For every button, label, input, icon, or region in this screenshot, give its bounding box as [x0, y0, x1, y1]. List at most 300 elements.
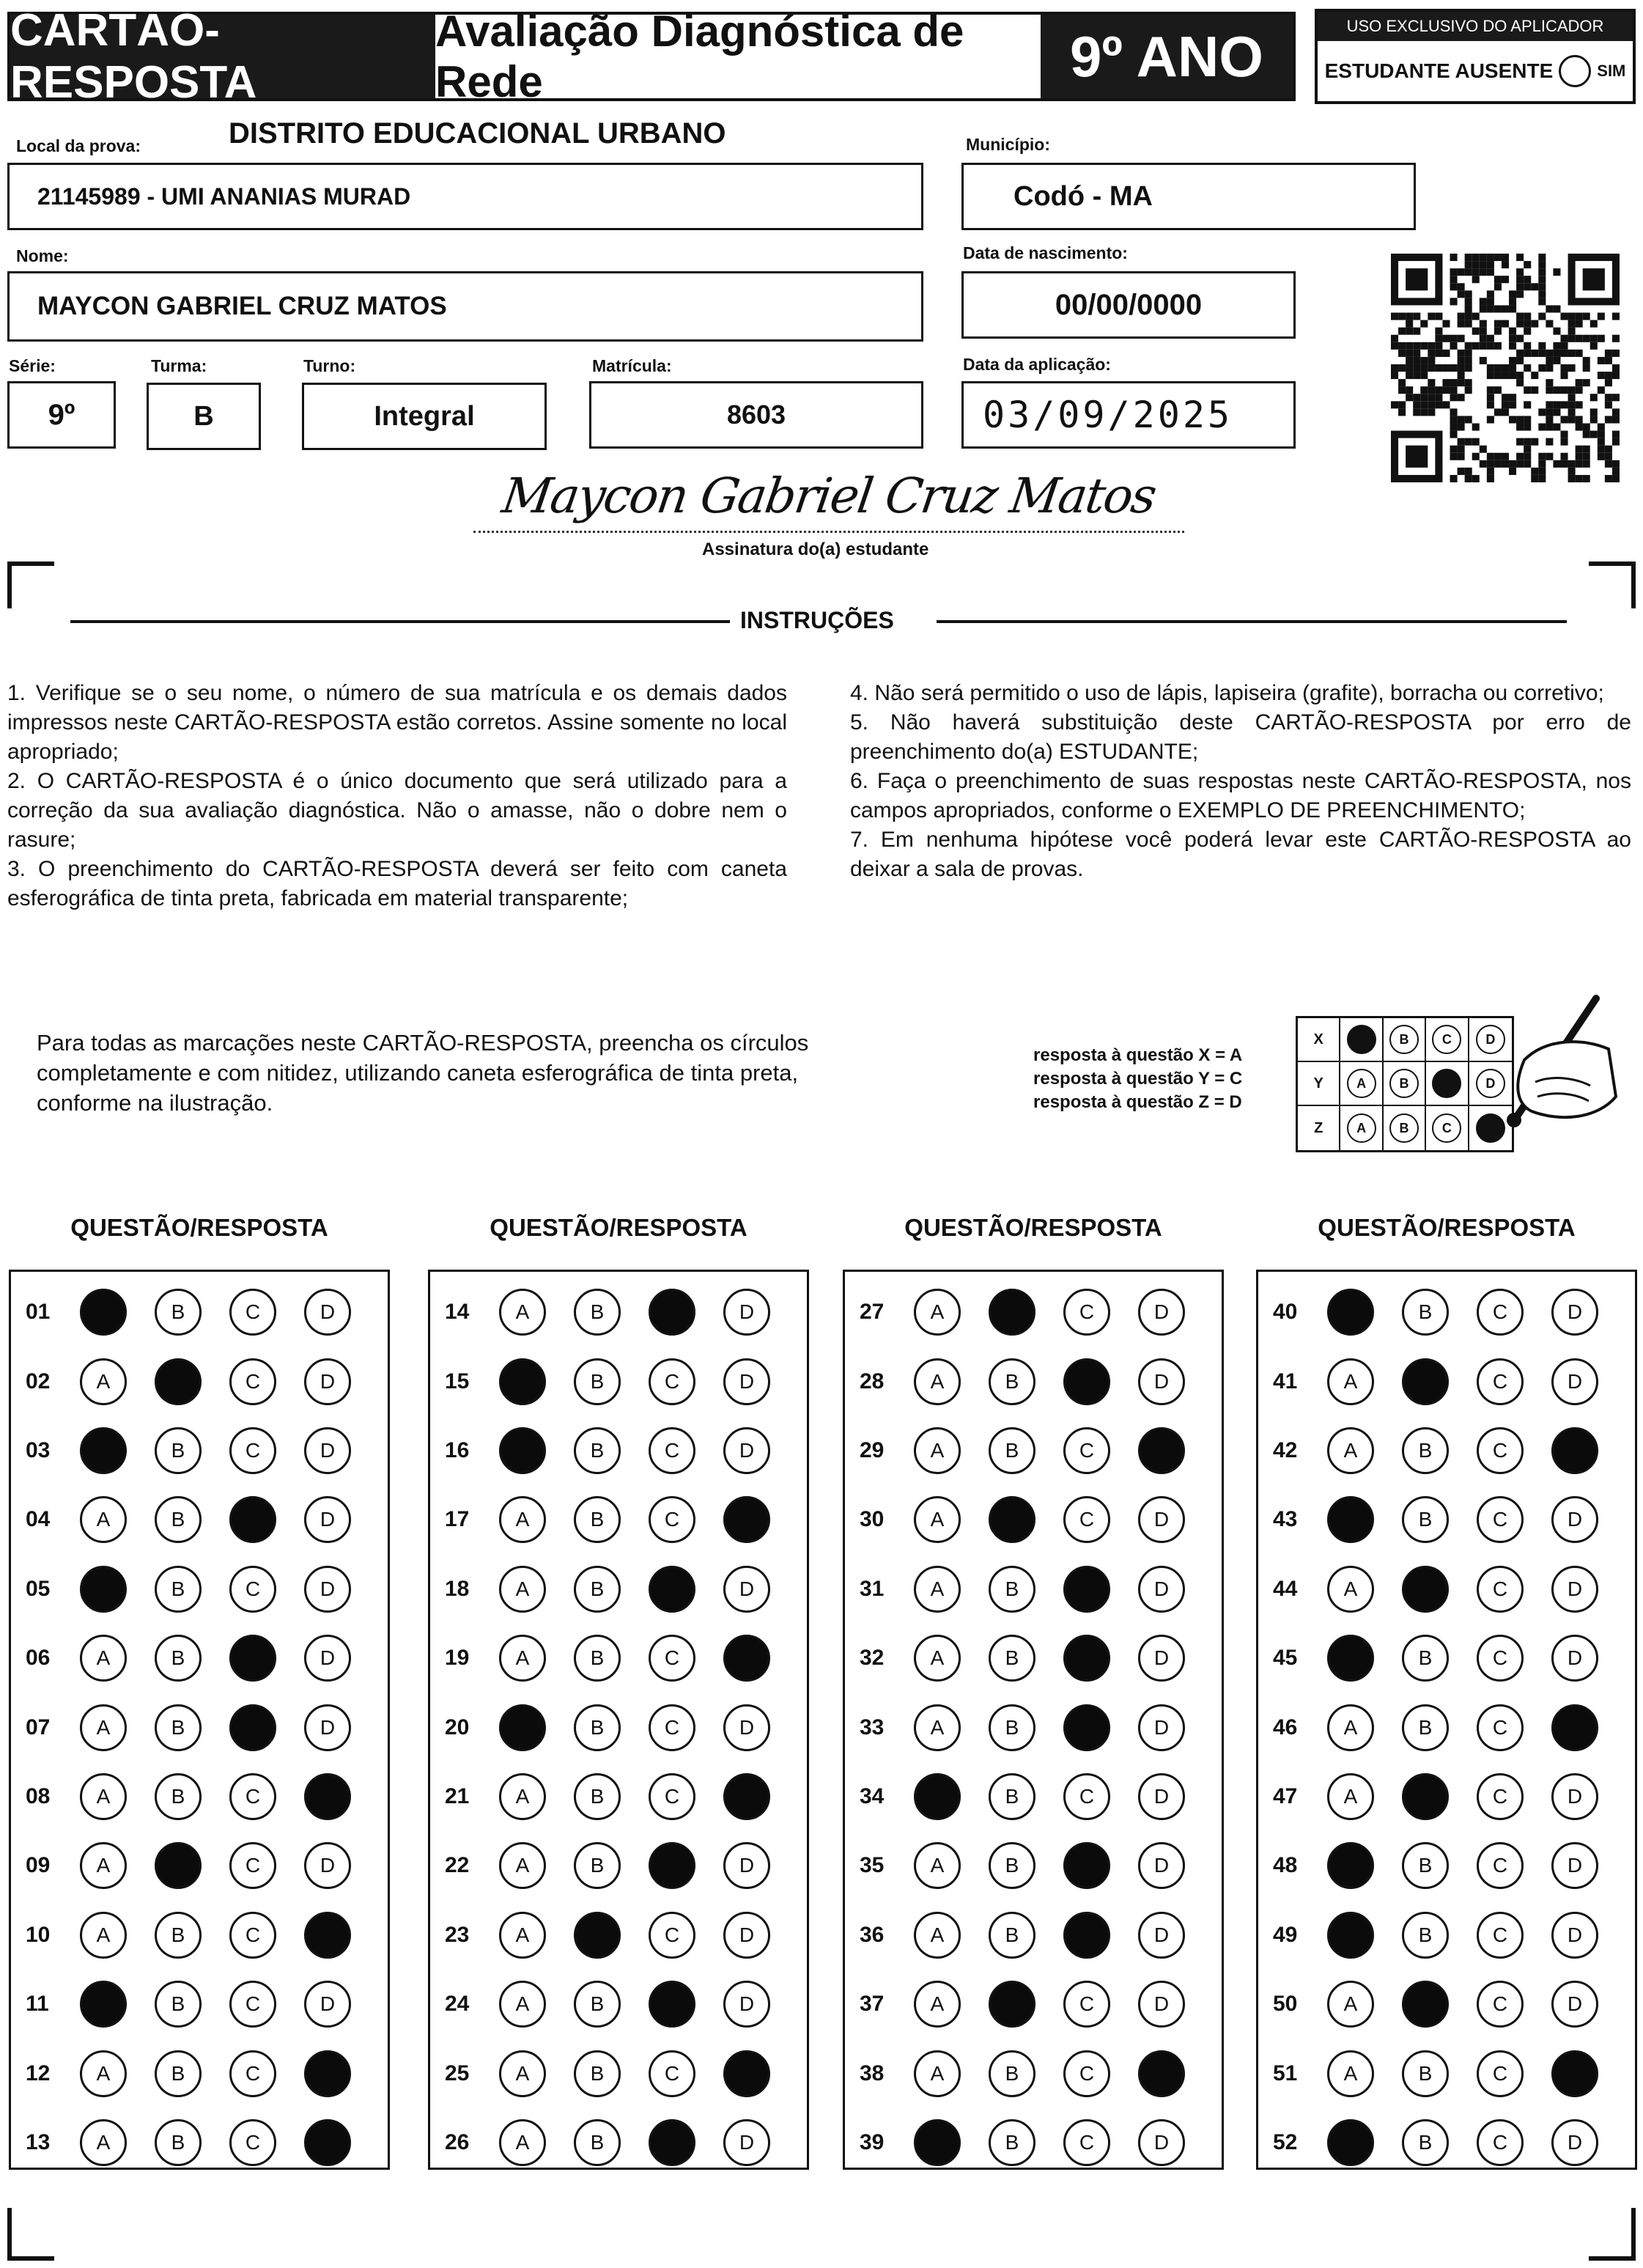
question-row	[11, 1555, 388, 1624]
question-number: 47	[1273, 1783, 1298, 1808]
answer-bubble[interactable]: B	[574, 1496, 621, 1543]
answer-bubble[interactable]: D	[1551, 1912, 1598, 1959]
answer-bubble[interactable]: B	[989, 1912, 1035, 1959]
example-bubble: C	[1432, 1025, 1461, 1054]
example-cell	[1426, 1106, 1469, 1150]
answer-bubble[interactable]: C	[1477, 2050, 1524, 2097]
answer-bubble[interactable]: C	[1477, 1566, 1524, 1613]
answer-bubble[interactable]: D	[1138, 1358, 1185, 1405]
question-number: 49	[1273, 1922, 1298, 1947]
question-row	[11, 1416, 388, 1485]
answer-bubble[interactable]: A	[914, 1496, 961, 1543]
answer-bubble[interactable]: D	[723, 1427, 770, 1474]
answer-bubble-filled[interactable]	[1327, 1635, 1374, 1682]
answer-bubble-filled[interactable]	[1138, 1427, 1185, 1474]
answer-bubble[interactable]: C	[1063, 1496, 1110, 1543]
question-number: 24	[445, 1992, 470, 2017]
answer-bubble-filled[interactable]	[1327, 1842, 1374, 1889]
answer-bubble-filled[interactable]	[499, 1427, 546, 1474]
answer-bubble[interactable]: D	[304, 1566, 351, 1613]
answer-bubble[interactable]: B	[574, 2050, 621, 2097]
answer-bubble[interactable]: A	[914, 1427, 961, 1474]
question-row	[11, 1762, 388, 1831]
answer-bubble[interactable]: C	[1477, 1912, 1524, 1959]
answer-bubble[interactable]: B	[574, 1358, 621, 1405]
answer-bubble[interactable]: C	[1063, 1773, 1110, 1820]
answer-bubble[interactable]: D	[1551, 1635, 1598, 1682]
answer-bubble[interactable]: B	[574, 1773, 621, 1820]
answer-bubble[interactable]: B	[1402, 1635, 1449, 1682]
answer-bubble[interactable]: C	[649, 1496, 695, 1543]
question-number: 43	[1273, 1507, 1298, 1532]
question-row	[430, 1762, 807, 1831]
answer-bubble[interactable]: D	[304, 1704, 351, 1751]
signature-area	[473, 468, 1184, 526]
answer-bubble[interactable]: D	[1138, 1912, 1185, 1959]
question-row	[11, 1693, 388, 1761]
answer-bubble[interactable]: B	[155, 1912, 202, 1959]
answer-bubble-filled[interactable]	[1327, 1912, 1374, 1959]
answer-bubble-filled[interactable]	[649, 1842, 695, 1889]
question-row	[845, 1624, 1222, 1693]
question-row	[11, 1485, 388, 1554]
answer-bubble[interactable]: B	[1402, 1704, 1449, 1751]
answer-bubble[interactable]: B	[989, 1842, 1035, 1889]
example-bubble: B	[1389, 1113, 1419, 1143]
instruction-item: 5. Não haverá substituição deste CARTÃO-RESPOSTA por erro de preenchimento do(a) ESTUDANTE;	[850, 710, 1631, 764]
answer-bubble[interactable]: C	[649, 1427, 695, 1474]
answer-bubble-filled[interactable]	[1402, 1773, 1449, 1820]
answer-bubble[interactable]: A	[80, 1842, 127, 1889]
corner-mark-top-left	[7, 562, 54, 608]
answer-bubble-filled[interactable]	[229, 1496, 276, 1543]
answer-bubble[interactable]: B	[989, 1427, 1035, 1474]
answer-bubble[interactable]: D	[1551, 1842, 1598, 1889]
question-number: 26	[445, 2129, 470, 2154]
answer-bubble-filled[interactable]	[723, 1635, 770, 1682]
question-number: 04	[26, 1507, 51, 1532]
question-row	[1258, 1693, 1635, 1761]
answer-bubble[interactable]: B	[155, 1496, 202, 1543]
answer-bubble[interactable]: D	[1138, 1635, 1185, 1682]
question-row	[1258, 1970, 1635, 2039]
nascimento-value: 00/00/0000	[1055, 288, 1203, 321]
answer-bubble-filled[interactable]	[1063, 1358, 1110, 1405]
answer-bubble[interactable]: C	[229, 1566, 276, 1613]
question-row	[11, 1970, 388, 2039]
answer-bubble-filled[interactable]	[1063, 1842, 1110, 1889]
answer-bubble-filled[interactable]	[304, 1912, 351, 1959]
answer-bubble-filled[interactable]	[499, 1704, 546, 1751]
answer-bubble-filled[interactable]	[649, 1566, 695, 1613]
answer-bubble[interactable]: A	[499, 1635, 546, 1682]
answer-bubble-filled[interactable]	[304, 1773, 351, 1820]
answer-bubble-filled[interactable]	[1063, 1635, 1110, 1682]
answer-bubble[interactable]: A	[1327, 1427, 1374, 1474]
answer-bubble-filled[interactable]	[1327, 2119, 1374, 2166]
answer-bubble-filled[interactable]	[155, 1358, 202, 1405]
answer-bubble-filled[interactable]	[914, 1773, 961, 1820]
answer-bubble[interactable]: D	[1551, 1981, 1598, 2028]
answer-bubble[interactable]: A	[80, 2050, 127, 2097]
nascimento-label: Data de nascimento:	[963, 243, 1128, 262]
answer-bubble[interactable]: B	[155, 1635, 202, 1682]
answer-bubble[interactable]: D	[1138, 1981, 1185, 2028]
nascimento-field	[961, 271, 1296, 339]
answer-bubble[interactable]: A	[914, 1981, 961, 2028]
answer-bubble[interactable]: D	[1138, 1704, 1185, 1751]
answer-bubble[interactable]: B	[574, 1289, 621, 1336]
answer-panel	[1256, 1270, 1637, 2170]
serie-label: Série:	[9, 356, 56, 375]
answer-bubble[interactable]: A	[914, 1566, 961, 1613]
question-number: 37	[860, 1992, 885, 2017]
answer-bubble[interactable]: D	[1138, 1566, 1185, 1613]
answer-bubble[interactable]: B	[155, 1289, 202, 1336]
answer-bubble[interactable]: A	[1327, 1566, 1374, 1613]
answer-bubble[interactable]: B	[989, 1566, 1035, 1613]
nome-field	[7, 271, 923, 342]
answer-column-title: QUESTÃO/RESPOSTA	[490, 1214, 747, 1241]
answer-bubble[interactable]: D	[1138, 1496, 1185, 1543]
answer-bubble[interactable]: A	[80, 1635, 127, 1682]
answer-bubble[interactable]: A	[499, 2119, 546, 2166]
answer-bubble[interactable]: B	[155, 1427, 202, 1474]
instructions-rule-left	[70, 620, 730, 623]
answer-bubble[interactable]: D	[1551, 1566, 1598, 1613]
question-row	[430, 1485, 807, 1554]
question-number: 36	[860, 1922, 885, 1947]
question-number: 14	[445, 1300, 470, 1325]
answer-bubble[interactable]: C	[649, 1635, 695, 1682]
answer-bubble-filled[interactable]	[1402, 1981, 1449, 2028]
answer-bubble[interactable]: B	[1402, 2050, 1449, 2097]
answer-bubble-filled[interactable]	[723, 2050, 770, 2097]
answer-bubble-filled[interactable]	[155, 1842, 202, 1889]
answer-bubble-filled[interactable]	[723, 1496, 770, 1543]
turno-label: Turno:	[303, 356, 356, 375]
matricula-field	[589, 381, 923, 449]
answer-bubble[interactable]: A	[499, 1289, 546, 1336]
question-row	[430, 1970, 807, 2039]
answer-bubble-filled[interactable]	[80, 1427, 127, 1474]
answer-bubble-filled[interactable]	[304, 2119, 351, 2166]
answer-bubble[interactable]: A	[1327, 1358, 1374, 1405]
answer-panel	[9, 1270, 390, 2170]
answer-bubble-filled[interactable]	[1063, 1704, 1110, 1751]
answer-bubble[interactable]: A	[80, 1912, 127, 1959]
answer-bubble[interactable]: C	[229, 2050, 276, 2097]
answer-bubble[interactable]: A	[914, 2050, 961, 2097]
answer-bubble[interactable]: A	[1327, 2050, 1374, 2097]
example-cell	[1426, 1018, 1469, 1061]
answer-bubble[interactable]: C	[1477, 2119, 1524, 2166]
answer-bubble-filled[interactable]	[989, 1496, 1035, 1543]
question-row	[430, 1831, 807, 1900]
answer-bubble[interactable]: A	[499, 1773, 546, 1820]
answer-bubble[interactable]: A	[914, 1289, 961, 1336]
answer-bubble[interactable]: D	[1138, 2119, 1185, 2166]
instruction-item: 1. Verifique se o seu nome, o número de sua matrícula e os demais dados impressos neste CARTÃO-RESPOSTA estão corretos. Assine somente no local apropriado;	[7, 681, 787, 764]
answer-bubble[interactable]: A	[1327, 1773, 1374, 1820]
answer-bubble-filled[interactable]	[574, 1912, 621, 1959]
answer-bubble[interactable]: C	[1063, 1289, 1110, 1336]
answer-bubble-filled[interactable]	[1551, 2050, 1598, 2097]
answer-bubble[interactable]: D	[723, 1566, 770, 1613]
answer-bubble[interactable]: C	[649, 2050, 695, 2097]
answer-bubble-filled[interactable]	[229, 1704, 276, 1751]
answer-bubble[interactable]: C	[1477, 1773, 1524, 1820]
question-number: 33	[860, 1715, 885, 1739]
answer-bubble[interactable]: B	[1402, 1289, 1449, 1336]
example-legend-item: resposta à questão Y = C	[1033, 1069, 1243, 1089]
answer-bubble[interactable]: D	[304, 1289, 351, 1336]
answer-bubble[interactable]: A	[499, 1981, 546, 2028]
answer-bubble[interactable]: C	[1477, 1289, 1524, 1336]
answer-bubble-filled[interactable]	[723, 1773, 770, 1820]
answer-bubble[interactable]: B	[989, 1704, 1035, 1751]
answer-bubble[interactable]: D	[1551, 1358, 1598, 1405]
answer-bubble[interactable]: D	[723, 1912, 770, 1959]
answer-bubble[interactable]: A	[499, 1496, 546, 1543]
answer-bubble-filled[interactable]	[1327, 1289, 1374, 1336]
answer-bubble[interactable]: D	[723, 1842, 770, 1889]
answer-bubble[interactable]: C	[1477, 1981, 1524, 2028]
answer-bubble[interactable]: B	[155, 1773, 202, 1820]
question-row	[11, 1278, 388, 1347]
answer-bubble[interactable]: C	[229, 1427, 276, 1474]
question-row	[430, 1901, 807, 1970]
answer-panel	[843, 1270, 1224, 2170]
answer-bubble[interactable]: A	[914, 1842, 961, 1889]
answer-bubble[interactable]: A	[80, 1704, 127, 1751]
question-row	[11, 1624, 388, 1693]
answer-bubble-filled[interactable]	[229, 1635, 276, 1682]
answer-bubble[interactable]: D	[1551, 1496, 1598, 1543]
question-row	[1258, 1624, 1635, 1693]
turma-value: B	[193, 400, 214, 432]
answer-bubble[interactable]: B	[574, 1704, 621, 1751]
answer-bubble[interactable]: C	[229, 1773, 276, 1820]
question-row	[845, 1485, 1222, 1554]
instructions-right	[850, 679, 1631, 884]
answer-bubble[interactable]: B	[574, 1842, 621, 1889]
question-number: 28	[860, 1369, 885, 1393]
answer-bubble[interactable]: B	[574, 1635, 621, 1682]
nome-value: MAYCON GABRIEL CRUZ MATOS	[37, 292, 447, 320]
answer-bubble[interactable]: B	[155, 2119, 202, 2166]
question-row	[430, 1693, 807, 1761]
example-bubble: C	[1432, 1113, 1461, 1143]
answer-bubble-filled[interactable]	[1063, 1566, 1110, 1613]
answer-bubble[interactable]: D	[723, 1981, 770, 2028]
answer-bubble-filled[interactable]	[1551, 1704, 1598, 1751]
answer-bubble[interactable]: A	[499, 1566, 546, 1613]
question-number: 22	[445, 1853, 470, 1878]
answer-bubble[interactable]: D	[723, 1704, 770, 1751]
answer-bubble[interactable]: A	[914, 1358, 961, 1405]
answer-bubble[interactable]: B	[989, 2119, 1035, 2166]
answer-bubble[interactable]: B	[155, 1704, 202, 1751]
absent-bubble[interactable]	[1559, 55, 1591, 87]
answer-bubble[interactable]: C	[1063, 1981, 1110, 2028]
answer-bubble-filled[interactable]	[80, 1289, 127, 1336]
signature-line	[473, 531, 1184, 533]
answer-bubble[interactable]: B	[1402, 2119, 1449, 2166]
question-number: 11	[26, 1992, 49, 2017]
answer-bubble-filled[interactable]	[1063, 1912, 1110, 1959]
answer-bubble-filled[interactable]	[649, 1289, 695, 1336]
answer-bubble[interactable]: A	[499, 1912, 546, 1959]
answer-bubble[interactable]: D	[723, 2119, 770, 2166]
serie-field	[7, 381, 116, 449]
answer-bubble[interactable]: C	[649, 1704, 695, 1751]
example-cell	[1384, 1062, 1426, 1105]
question-number: 50	[1273, 1992, 1298, 2017]
answer-bubble[interactable]: C	[1477, 1842, 1524, 1889]
answer-bubble[interactable]: B	[574, 1427, 621, 1474]
answer-bubble[interactable]: B	[155, 1981, 202, 2028]
answer-bubble-filled[interactable]	[989, 1981, 1035, 2028]
answer-bubble[interactable]: A	[80, 1358, 127, 1405]
answer-bubble-filled[interactable]	[1138, 2050, 1185, 2097]
answer-bubble[interactable]: A	[914, 1912, 961, 1959]
answer-bubble[interactable]: D	[1138, 1773, 1185, 1820]
answer-bubble[interactable]: D	[304, 1635, 351, 1682]
answer-bubble-filled[interactable]	[649, 1981, 695, 2028]
answer-bubble[interactable]: B	[574, 1566, 621, 1613]
answer-bubble[interactable]: C	[649, 1773, 695, 1820]
answer-bubble[interactable]: B	[989, 2050, 1035, 2097]
answer-bubble[interactable]: B	[1402, 1912, 1449, 1959]
district-name: DISTRITO EDUCACIONAL URBANO	[229, 117, 726, 150]
answer-bubble[interactable]: C	[229, 1912, 276, 1959]
answer-bubble[interactable]: C	[1063, 2050, 1110, 2097]
answer-bubble[interactable]: A	[80, 1496, 127, 1543]
answer-bubble[interactable]: C	[1063, 2119, 1110, 2166]
municipio-field	[961, 163, 1416, 230]
answer-bubble-filled[interactable]	[80, 1981, 127, 2028]
question-number: 42	[1273, 1437, 1298, 1462]
answer-bubble[interactable]: D	[304, 1842, 351, 1889]
question-number: 03	[26, 1437, 51, 1462]
answer-bubble-filled[interactable]	[1402, 1358, 1449, 1405]
answer-bubble[interactable]: C	[229, 1842, 276, 1889]
matricula-value: 8603	[726, 400, 786, 430]
answer-bubble[interactable]: D	[723, 1358, 770, 1405]
example-bubble: B	[1389, 1069, 1419, 1098]
answer-bubble[interactable]: B	[989, 1635, 1035, 1682]
answer-bubble[interactable]: C	[229, 1358, 276, 1405]
answer-bubble[interactable]: D	[304, 1981, 351, 2028]
question-number: 23	[445, 1922, 470, 1947]
answer-bubble[interactable]: A	[914, 1704, 961, 1751]
question-row	[11, 2108, 388, 2177]
question-number: 32	[860, 1646, 885, 1671]
answer-bubble[interactable]: B	[1402, 1842, 1449, 1889]
answer-bubble[interactable]: C	[649, 1912, 695, 1959]
absent-label: ESTUDANTE AUSENTE	[1324, 59, 1554, 82]
aplicacao-value: 03/09/2025	[983, 394, 1233, 436]
question-row	[845, 1278, 1222, 1347]
answer-bubble-filled[interactable]	[914, 2119, 961, 2166]
question-number: 44	[1273, 1576, 1298, 1601]
answer-bubble[interactable]: A	[914, 1635, 961, 1682]
grade-label: 9º ANO	[1041, 15, 1293, 98]
answer-bubble[interactable]: D	[304, 1358, 351, 1405]
answer-bubble-filled[interactable]	[1327, 1496, 1374, 1543]
answer-bubble-filled[interactable]	[499, 1358, 546, 1405]
aplicador-box	[1315, 9, 1636, 104]
answer-bubble[interactable]: A	[499, 1842, 546, 1889]
answer-bubble-filled[interactable]	[649, 2119, 695, 2166]
answer-bubble[interactable]: B	[155, 1566, 202, 1613]
example-cell	[1384, 1018, 1426, 1061]
answer-bubble[interactable]: D	[304, 1496, 351, 1543]
example-legend-item: resposta à questão Z = D	[1033, 1092, 1242, 1112]
answer-bubble-filled[interactable]	[1551, 1427, 1598, 1474]
answer-column-title: QUESTÃO/RESPOSTA	[904, 1214, 1162, 1241]
answer-panel	[428, 1270, 809, 2170]
answer-bubble[interactable]: B	[155, 2050, 202, 2097]
instruction-item: 6. Faça o preenchimento de suas respostas neste CARTÃO-RESPOSTA, nos campos apropriados, conforme o EXEMPLO DE PREENCHIMENTO;	[850, 769, 1631, 822]
answer-bubble[interactable]: B	[574, 2119, 621, 2166]
answer-bubble[interactable]: B	[989, 1358, 1035, 1405]
question-row	[845, 1555, 1222, 1624]
answer-bubble-filled[interactable]	[80, 1566, 127, 1613]
answer-bubble-filled[interactable]	[1402, 1566, 1449, 1613]
question-number: 34	[860, 1783, 885, 1808]
answer-bubble-filled[interactable]	[989, 1289, 1035, 1336]
answer-bubble[interactable]: B	[1402, 1427, 1449, 1474]
answer-bubble[interactable]: D	[1138, 1289, 1185, 1336]
answer-bubble[interactable]: D	[1551, 1289, 1598, 1336]
question-row	[845, 1347, 1222, 1415]
answer-bubble[interactable]: D	[1551, 2119, 1598, 2166]
answer-bubble[interactable]: A	[80, 1773, 127, 1820]
answer-bubble[interactable]: A	[80, 2119, 127, 2166]
answer-bubble[interactable]: D	[723, 1289, 770, 1336]
answer-bubble[interactable]: B	[574, 1981, 621, 2028]
answer-bubble[interactable]: A	[1327, 1981, 1374, 2028]
answer-bubble[interactable]: D	[1138, 1842, 1185, 1889]
example-bubble: B	[1389, 1025, 1419, 1054]
qr-code-icon	[1391, 254, 1620, 482]
answer-bubble[interactable]: C	[1477, 1704, 1524, 1751]
answer-bubble[interactable]: D	[1551, 1773, 1598, 1820]
answer-bubble[interactable]: C	[1477, 1635, 1524, 1682]
answer-bubble[interactable]: D	[304, 1427, 351, 1474]
pen-hand-icon	[1473, 994, 1620, 1141]
answer-bubble[interactable]: B	[989, 1773, 1035, 1820]
answer-bubble[interactable]: C	[229, 2119, 276, 2166]
answer-bubble[interactable]: A	[1327, 1704, 1374, 1751]
question-number: 08	[26, 1783, 51, 1808]
answer-bubble[interactable]: C	[1477, 1496, 1524, 1543]
question-number: 27	[860, 1300, 885, 1325]
answer-bubble-filled[interactable]	[304, 2050, 351, 2097]
answer-bubble[interactable]: C	[1477, 1427, 1524, 1474]
instructions-title: INSTRUÇÕES	[740, 607, 894, 633]
answer-bubble[interactable]: C	[229, 1289, 276, 1336]
answer-bubble[interactable]: C	[649, 1358, 695, 1405]
answer-bubble[interactable]: B	[1402, 1496, 1449, 1543]
answer-bubble[interactable]: C	[1063, 1427, 1110, 1474]
answer-bubble[interactable]: C	[229, 1981, 276, 2028]
answer-bubble[interactable]: A	[499, 2050, 546, 2097]
answer-bubble[interactable]: C	[1477, 1358, 1524, 1405]
matricula-label: Matrícula:	[592, 356, 672, 375]
